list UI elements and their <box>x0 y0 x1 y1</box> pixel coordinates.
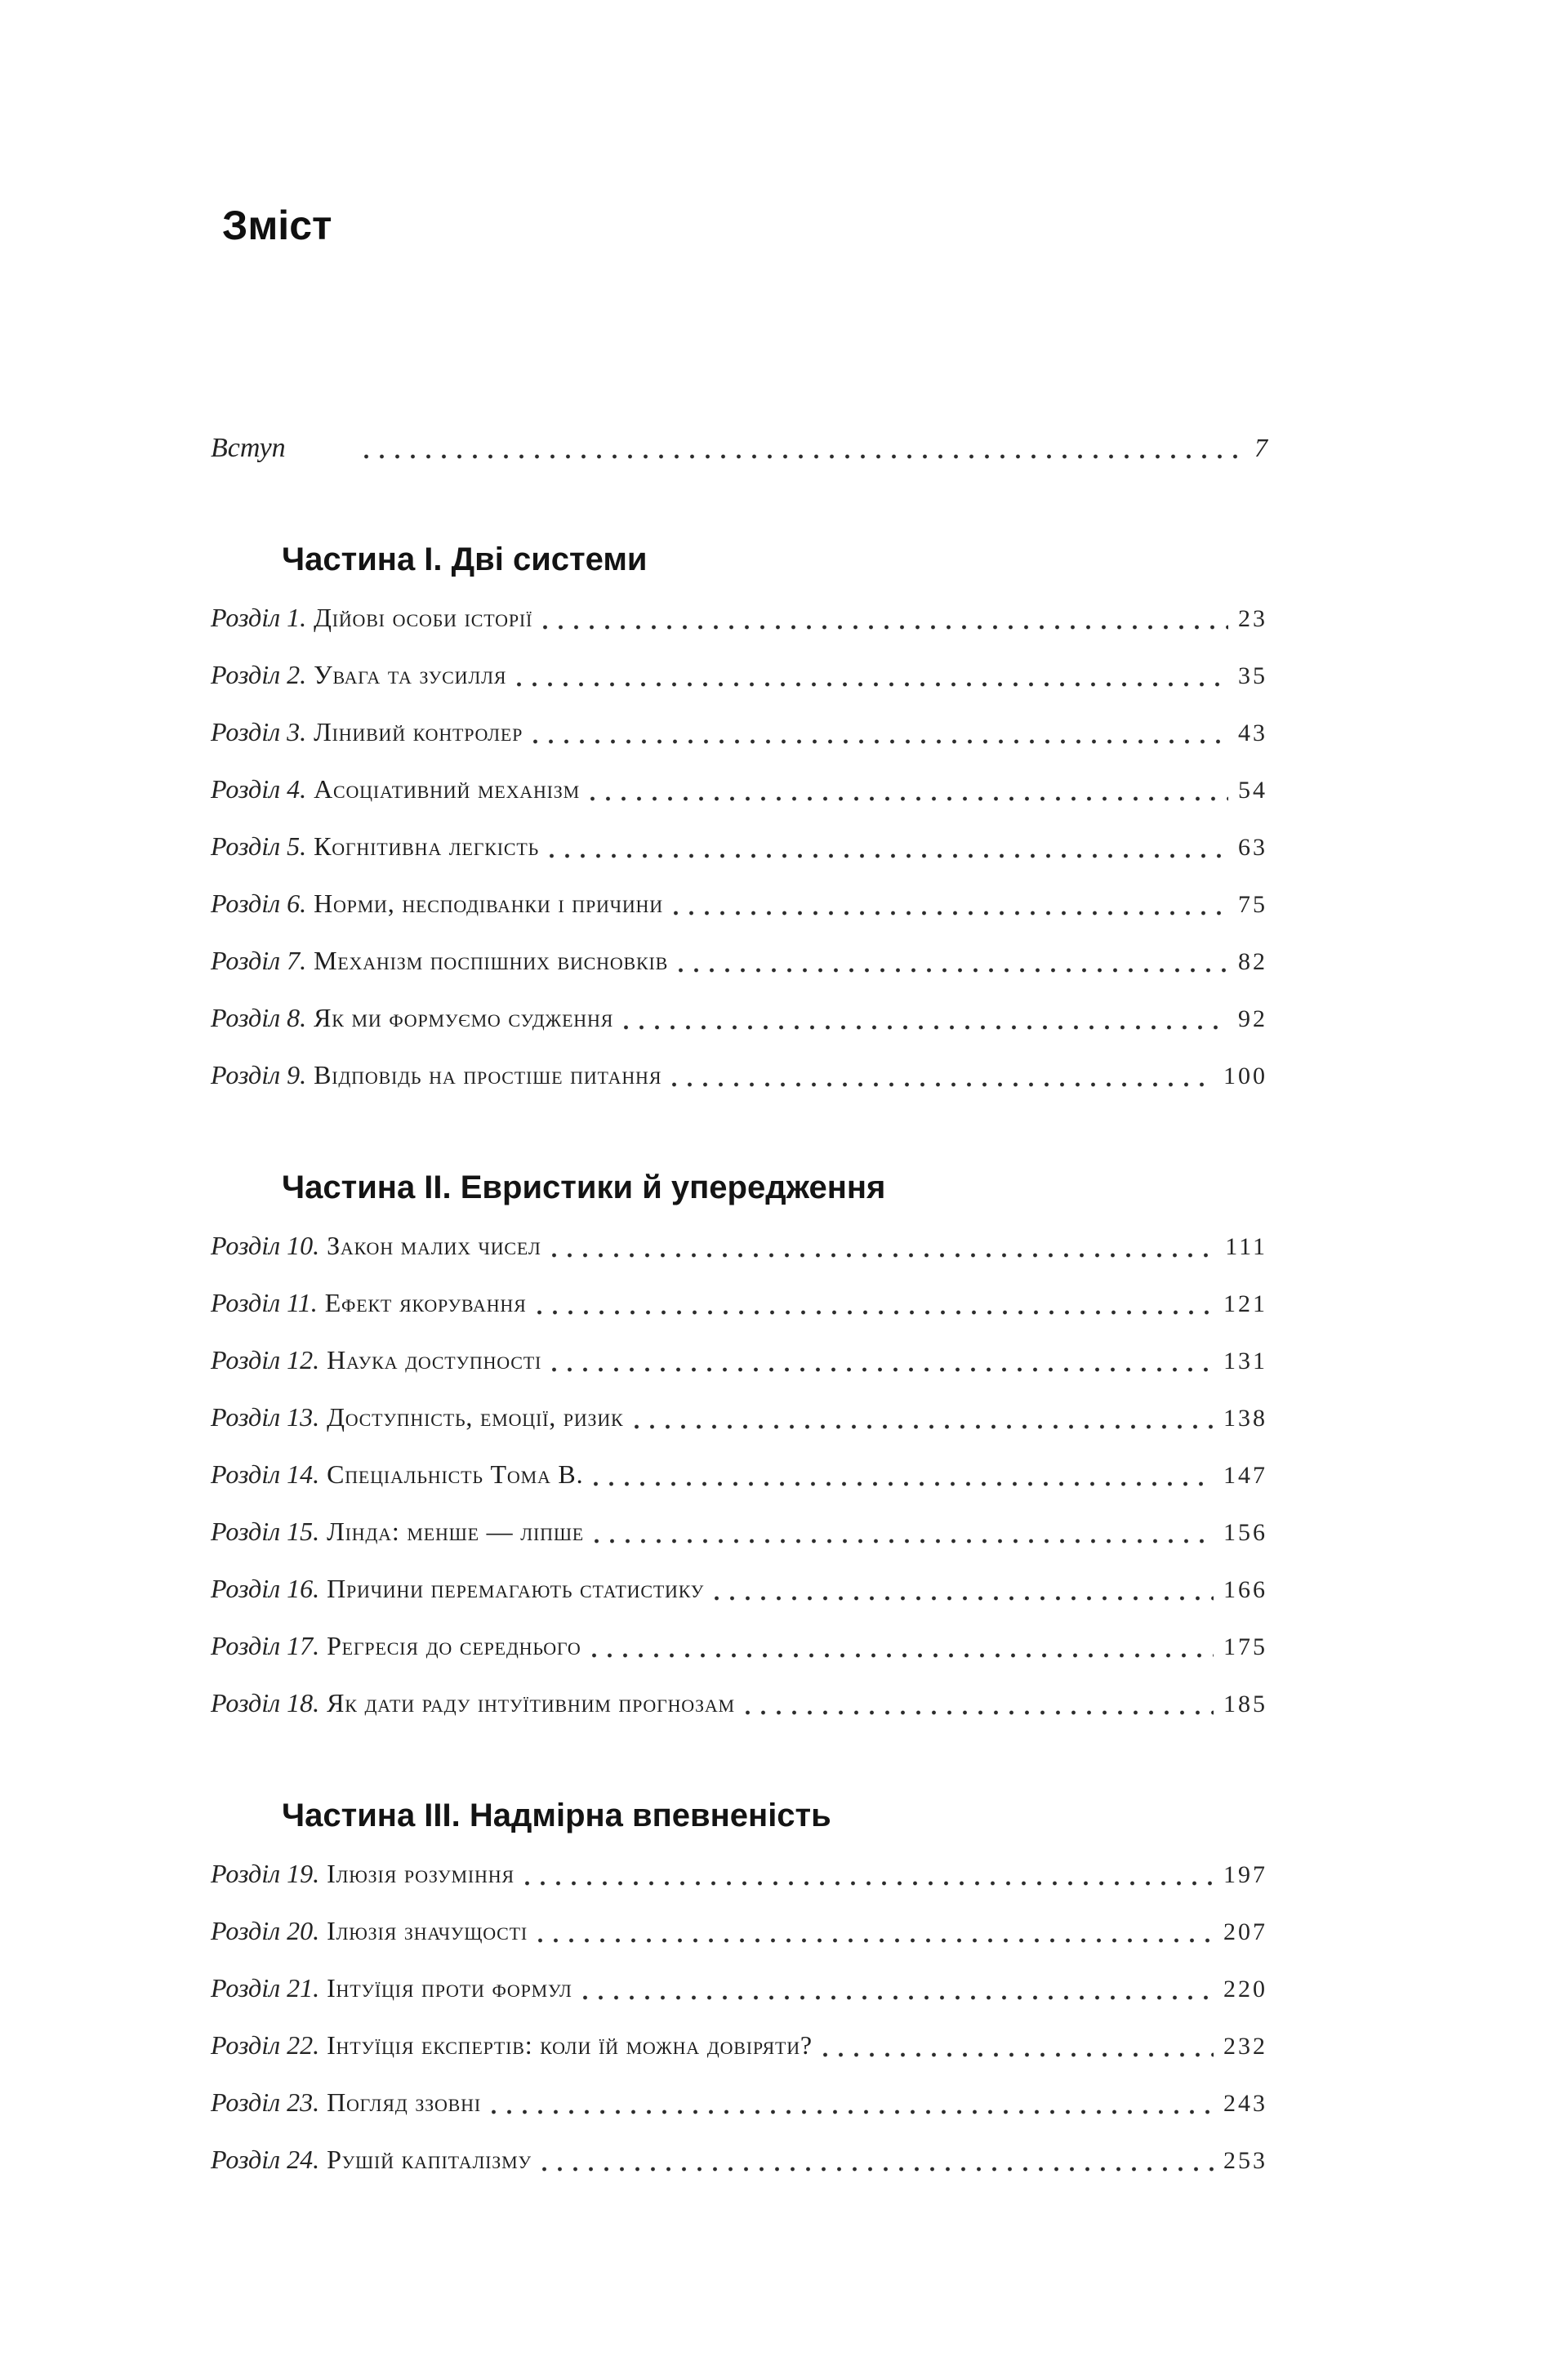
chapter-label: Розділ 5. <box>211 831 307 861</box>
entry-text <box>211 1058 662 1091</box>
entry-text <box>211 944 668 977</box>
page-number: 35 <box>1238 662 1267 689</box>
entry-text <box>211 1629 581 1662</box>
entry-text <box>211 887 663 920</box>
chapter-label: Розділ 23. <box>211 2087 320 2117</box>
chapter-label: Розділ 1. <box>211 603 307 632</box>
entry-text <box>211 2029 813 2061</box>
dot-leader <box>537 2143 1214 2177</box>
chapter-title: Погляд ззовні <box>327 2087 481 2117</box>
chapter-label: Розділ 24. <box>211 2145 320 2174</box>
dot-leader <box>544 830 1228 864</box>
chapter-title: Лінда: менше — ліпше <box>327 1517 585 1546</box>
dot-leader <box>817 2029 1214 2063</box>
dot-leader <box>532 1286 1214 1321</box>
chapter-label: Розділ 4. <box>211 774 307 804</box>
toc-entry <box>211 1058 1267 1093</box>
entry-text <box>211 1515 584 1548</box>
chapter-title: Наука доступності <box>327 1345 542 1374</box>
dot-leader <box>546 1229 1216 1263</box>
entry-text <box>211 773 580 805</box>
chapter-title: Асоціативний механізм <box>314 774 580 804</box>
toc-entry <box>211 1857 1267 1891</box>
dot-leader <box>589 1515 1214 1549</box>
chapter-title: Рушій капіталізму <box>327 2145 532 2174</box>
chapter-label: Розділ 15. <box>211 1517 320 1546</box>
toc-entry <box>211 601 1267 635</box>
section-heading: Частина ІІ. Евристики й упередження <box>282 1169 886 1205</box>
chapter-title: Інтуїція експертів: коли їй можна довіряти? <box>327 2030 813 2060</box>
dot-leader <box>537 601 1228 635</box>
dot-leader <box>528 715 1228 750</box>
chapter-label: Розділ 14. <box>211 1459 320 1489</box>
chapter-title: Регресія до середнього <box>327 1631 581 1660</box>
page-number: 75 <box>1238 891 1267 918</box>
toc-entry <box>211 1401 1267 1435</box>
section-heading: Частина І. Дві системи <box>282 541 648 577</box>
toc-entry <box>211 1343 1267 1378</box>
entry-text <box>211 1343 541 1376</box>
chapter-title: Спеціальність Тома В. <box>327 1459 584 1489</box>
page-number: 147 <box>1223 1462 1267 1489</box>
toc-entry <box>211 1971 1267 2006</box>
page-number: 82 <box>1238 948 1267 975</box>
chapter-title: Механізм поспішних висновків <box>314 946 669 975</box>
page-number: 100 <box>1223 1063 1267 1089</box>
chapter-title: Ефект якорування <box>324 1288 527 1317</box>
toc-entry <box>211 887 1267 921</box>
chapter-label: Розділ 9. <box>211 1060 307 1089</box>
toc-entry <box>211 1001 1267 1036</box>
page-number: 131 <box>1223 1348 1267 1374</box>
page-number: 243 <box>1223 2090 1267 2117</box>
dot-leader <box>588 1458 1214 1492</box>
dot-leader <box>629 1401 1214 1435</box>
entry-text <box>211 1286 527 1319</box>
chapter-label: Розділ 17. <box>211 1631 320 1660</box>
page-number: 111 <box>1225 1233 1267 1260</box>
chapter-label: Розділ 2. <box>211 660 307 689</box>
chapter-label: Розділ 11. <box>211 1288 318 1317</box>
chapter-label: Розділ 13. <box>211 1402 320 1432</box>
entry-text <box>211 1572 704 1605</box>
intro-label: Вступ <box>211 433 286 463</box>
page-number: 121 <box>1223 1290 1267 1317</box>
chapter-title: Доступність, емоції, ризик <box>327 1402 624 1432</box>
page-number: 197 <box>1223 1861 1267 1888</box>
toc-entry <box>211 2086 1267 2120</box>
entry-text <box>211 1001 613 1034</box>
page-number: 138 <box>1223 1405 1267 1432</box>
dot-leader <box>359 431 1245 465</box>
page-number: 23 <box>1238 605 1267 632</box>
entry-text <box>211 658 506 691</box>
chapter-title: Лінивий контролер <box>314 717 523 746</box>
dot-leader <box>546 1343 1214 1378</box>
dot-leader <box>532 1914 1214 1949</box>
toc-entry <box>211 2029 1267 2063</box>
chapter-label: Розділ 8. <box>211 1003 307 1032</box>
toc-sections <box>211 540 1267 2177</box>
page-number: 43 <box>1238 719 1267 746</box>
toc-entry <box>211 1629 1267 1664</box>
dot-leader <box>666 1058 1214 1093</box>
chapter-label: Розділ 18. <box>211 1688 320 1717</box>
chapter-title: Інтуїція проти формул <box>327 1973 572 2003</box>
chapter-label: Розділ 6. <box>211 889 307 918</box>
chapter-title: Причини перемагають статистику <box>327 1574 705 1603</box>
dot-leader <box>618 1001 1228 1036</box>
entry-text <box>211 1914 528 1947</box>
page-number: 175 <box>1223 1633 1267 1660</box>
chapter-label: Розділ 3. <box>211 717 307 746</box>
dot-leader <box>519 1857 1214 1891</box>
entry-text <box>211 601 532 634</box>
toc-entry <box>211 773 1267 807</box>
section-heading: Частина ІІІ. Надмірна впевненість <box>282 1798 831 1833</box>
chapter-label: Розділ 7. <box>211 946 307 975</box>
page-number: 220 <box>1223 1976 1267 2003</box>
entry-text <box>211 715 523 748</box>
page-number: 166 <box>1223 1576 1267 1603</box>
entry-text <box>211 1458 583 1490</box>
page-number: 92 <box>1238 1005 1267 1032</box>
dot-leader <box>585 773 1228 807</box>
page-number: 156 <box>1223 1519 1267 1546</box>
dot-leader <box>586 1629 1214 1664</box>
section-entries <box>211 1229 1267 1721</box>
dot-leader <box>511 658 1228 693</box>
entry-text <box>211 2143 532 2176</box>
chapter-title: Як ми формуємо судження <box>314 1003 614 1032</box>
chapter-label: Розділ 10. <box>211 1231 320 1260</box>
toc-entry <box>211 715 1267 750</box>
entry-text <box>211 830 539 862</box>
toc-entry <box>211 1572 1267 1606</box>
entry-text <box>211 2086 481 2118</box>
chapter-title: Закон малих чисел <box>327 1231 541 1260</box>
entry-text <box>211 1229 541 1262</box>
chapter-label: Розділ 20. <box>211 1916 320 1945</box>
chapter-label: Розділ 21. <box>211 1973 320 2003</box>
entry-text <box>211 1686 735 1719</box>
toc-entry <box>211 944 1267 978</box>
entry-text <box>211 1971 572 2004</box>
toc-entry-intro <box>211 431 1267 465</box>
chapter-label: Розділ 22. <box>211 2030 320 2060</box>
toc-entry <box>211 658 1267 693</box>
page-number: 207 <box>1223 1918 1267 1945</box>
dot-leader <box>740 1686 1214 1721</box>
toc-entry <box>211 1286 1267 1321</box>
entry-text <box>211 1401 624 1433</box>
toc-entry <box>211 830 1267 864</box>
chapter-title: Увага та зусилля <box>314 660 507 689</box>
chapter-title: Дійові особи історії <box>314 603 533 632</box>
chapter-title: Когнітивна легкість <box>314 831 540 861</box>
section-entries <box>211 601 1267 1093</box>
toc-entry <box>211 1686 1267 1721</box>
chapter-label: Розділ 16. <box>211 1574 320 1603</box>
chapter-title: Ілюзія розуміння <box>327 1859 514 1888</box>
page-title: Зміст <box>222 203 332 248</box>
page-number: 232 <box>1223 2033 1267 2060</box>
page-number: 253 <box>1223 2147 1267 2174</box>
entry-text <box>211 1857 514 1890</box>
page-number: 63 <box>1238 834 1267 861</box>
toc-entry <box>211 2143 1267 2177</box>
toc-section <box>211 1168 1267 1721</box>
section-entries <box>211 1857 1267 2177</box>
dot-leader <box>709 1572 1214 1606</box>
dot-leader <box>668 887 1228 921</box>
toc-section <box>211 1796 1267 2177</box>
chapter-title: Як дати раду інтуїтивним прогнозам <box>327 1688 735 1717</box>
chapter-label: Розділ 12. <box>211 1345 320 1374</box>
toc-entry <box>211 1229 1267 1263</box>
chapter-label: Розділ 19. <box>211 1859 320 1888</box>
chapter-title: Відповідь на простіше питання <box>314 1060 662 1089</box>
toc-entry <box>211 1914 1267 1949</box>
chapter-title: Норми, несподіванки і причини <box>314 889 663 918</box>
toc-section <box>211 540 1267 1093</box>
dot-leader <box>673 944 1228 978</box>
toc-entry <box>211 1515 1267 1549</box>
page-number: 185 <box>1223 1691 1267 1717</box>
dot-leader <box>486 2086 1214 2120</box>
toc-entry <box>211 1458 1267 1492</box>
chapter-title: Ілюзія значущості <box>327 1916 528 1945</box>
intro-page-number: 7 <box>1254 433 1267 462</box>
dot-leader <box>577 1971 1214 2006</box>
page-number: 54 <box>1238 777 1267 804</box>
